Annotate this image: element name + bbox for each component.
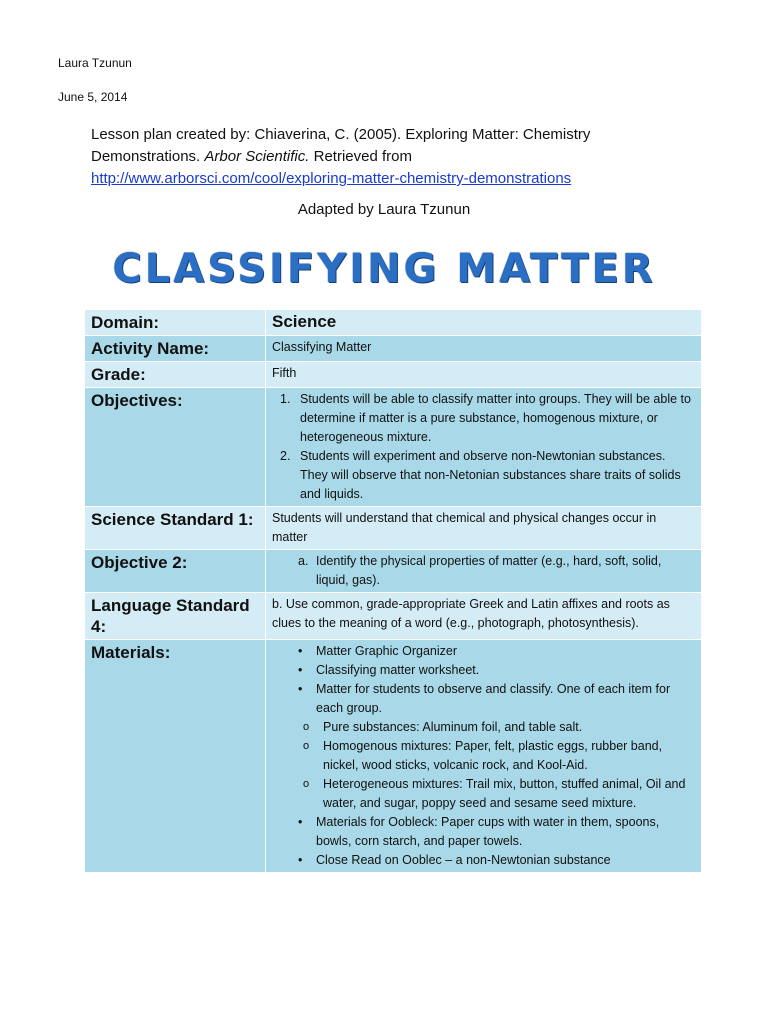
author-name: Laura Tzunun (58, 56, 132, 70)
material-text: Matter Graphic Organizer (316, 644, 458, 658)
citation (91, 124, 691, 190)
list-item (272, 552, 695, 590)
science-standard-label: Science Standard 1: (85, 507, 266, 550)
list-letter: a. (298, 554, 309, 568)
list-item (272, 642, 695, 661)
list-item (272, 737, 695, 775)
circle-bullet-icon: o (303, 740, 310, 752)
materials-list (272, 642, 695, 718)
material-subtext: Heterogeneous mixtures: Trail mix, button, stuffed animal, Oil and water, and sugar, poppy seed and sesame seed mixture. (323, 777, 686, 810)
citation-link[interactable]: http://www.arborsci.com/cool/exploring-matter-chemistry-demonstrations (91, 170, 572, 187)
domain-label: Domain: (85, 310, 266, 336)
list-number: 1. (280, 392, 291, 406)
citation-publisher: Arbor Scientific. (204, 148, 310, 165)
table-row-science-standard (85, 507, 702, 550)
objective2-value (266, 550, 702, 593)
list-item (272, 390, 695, 447)
material-subtext: Pure substances: Aluminum foil, and table salt. (323, 720, 583, 734)
material-text: Matter for students to observe and classify. One of each item for each group. (316, 682, 671, 715)
objective-text: Students will experiment and observe non-Newtonian substances. They will observe that non-Netonian substances share traits of solids and liquids. (300, 449, 681, 501)
grade-label: Grade: (85, 362, 266, 388)
table-row-objectives (85, 388, 702, 507)
citation-prefix: Lesson plan created by: (91, 126, 255, 143)
citation-retrieved: Retrieved from (309, 148, 412, 165)
citation-authors: Chiaverina, C. (2005). Exploring Matter: Chemistry Demonstrations. (91, 126, 591, 165)
page-title: CLASSIFYING MATTER (112, 246, 656, 292)
objective2-label: Objective 2: (85, 550, 266, 593)
table-row-materials (85, 640, 702, 873)
list-item (272, 661, 695, 680)
circle-bullet-icon: o (303, 778, 310, 790)
document-date: June 5, 2014 (58, 90, 128, 104)
list-item (272, 775, 695, 813)
list-item (272, 680, 695, 718)
bullet-icon: • (298, 815, 303, 829)
list-item (272, 718, 695, 737)
objective2-text: Identify the physical properties of matter (e.g., hard, soft, solid, liquid, gas). (316, 554, 662, 587)
materials-label: Materials: (85, 640, 266, 873)
bullet-icon: • (298, 663, 303, 677)
activity-label: Activity Name: (85, 336, 266, 362)
domain-value: Science (266, 310, 702, 336)
material-text: Close Read on Ooblec – a non-Newtonian substance (316, 853, 611, 867)
list-number: 2. (280, 449, 291, 463)
bullet-icon: • (298, 853, 303, 867)
language-standard-label: Language Standard 4: (85, 593, 266, 640)
objectives-list (272, 390, 695, 504)
materials-sublist (272, 718, 695, 813)
table-row-activity (85, 336, 702, 362)
materials-list-continued (272, 813, 695, 870)
objective-text: Students will be able to classify matter into groups. They will be able to determine if matter is a pure substance, homogenous mixture, or heterogeneous mixture. (300, 392, 691, 444)
table-row-objective-2 (85, 550, 702, 593)
table-row-language-standard (85, 593, 702, 640)
objectives-label: Objectives: (85, 388, 266, 507)
lesson-table (84, 309, 702, 873)
table-row-domain (85, 310, 702, 336)
material-text: Materials for Oobleck: Paper cups with water in them, spoons, bowls, corn starch, and paper towels. (316, 815, 660, 848)
bullet-icon: • (298, 644, 303, 658)
bullet-icon: • (298, 682, 303, 696)
objectives-value (266, 388, 702, 507)
adapted-by: Adapted by Laura Tzunun (297, 201, 471, 218)
grade-value: Fifth (266, 362, 702, 388)
list-item (272, 447, 695, 504)
circle-bullet-icon: o (303, 721, 310, 733)
language-standard-value: b. Use common, grade-appropriate Greek and Latin affixes and roots as clues to the meaning of a word (e.g., photograph, photosynthesis). (266, 593, 702, 640)
list-item (272, 851, 695, 870)
activity-value: Classifying Matter (266, 336, 702, 362)
materials-value (266, 640, 702, 873)
material-text: Classifying matter worksheet. (316, 663, 480, 677)
material-subtext: Homogenous mixtures: Paper, felt, plastic eggs, rubber band, nickel, wood sticks, volcanic rock, and Kool-Aid. (323, 739, 663, 772)
table-row-grade (85, 362, 702, 388)
list-item (272, 813, 695, 851)
science-standard-value: Students will understand that chemical and physical changes occur in matter (266, 507, 702, 550)
